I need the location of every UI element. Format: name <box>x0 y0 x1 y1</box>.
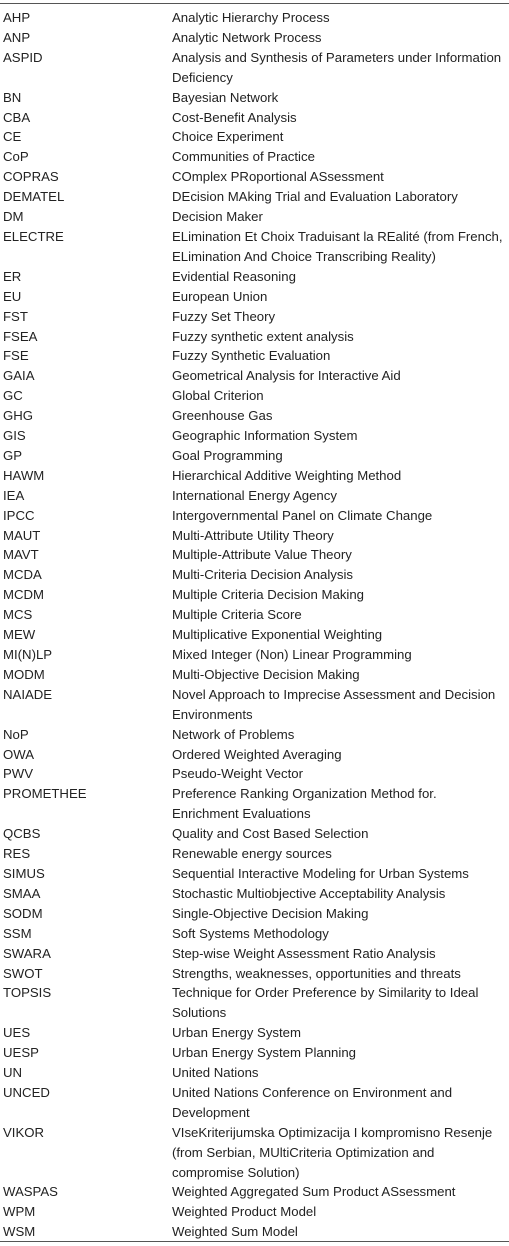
bottom-rule <box>0 1241 509 1242</box>
abbreviation-cell: ANP <box>3 29 31 45</box>
table-row <box>3 1123 506 1183</box>
table-row <box>3 1202 506 1222</box>
definition-cell: Fuzzy Set Theory <box>172 308 276 324</box>
table-row <box>3 884 506 904</box>
table-row <box>3 88 506 108</box>
table-row <box>3 346 506 366</box>
top-rule <box>0 3 509 4</box>
abbreviation-cell: FSEA <box>3 328 38 344</box>
table-row <box>3 486 506 506</box>
abbreviation-cell: NoP <box>3 726 29 742</box>
abbreviation-cell: UNCED <box>3 1084 50 1100</box>
table-row <box>3 28 506 48</box>
definition-cell: Decision Maker <box>172 209 263 225</box>
table-row <box>3 844 506 864</box>
definition-cell: Analytic Network Process <box>172 29 322 45</box>
abbreviation-cell: UN <box>3 1065 23 1081</box>
table-row <box>3 127 506 147</box>
definition-cell: Single-Objective Decision Making <box>172 905 369 921</box>
definition-cell: Pseudo-Weight Vector <box>172 766 303 782</box>
abbreviations-table <box>3 8 506 1242</box>
abbreviation-cell: MCS <box>3 607 33 623</box>
table-row <box>3 1023 506 1043</box>
table-row <box>3 585 506 605</box>
table-row <box>3 685 506 725</box>
abbreviation-cell: SIMUS <box>3 865 45 881</box>
table-row <box>3 964 506 984</box>
abbreviation-cell: IEA <box>3 487 25 503</box>
abbreviation-cell: RES <box>3 846 31 862</box>
abbreviation-cell: NAIADE <box>3 686 53 702</box>
definition-cell: Geographic Information System <box>172 428 358 444</box>
table-row <box>3 526 506 546</box>
table-row <box>3 745 506 765</box>
abbreviation-cell: QCBS <box>3 826 41 842</box>
definition-cell: Cost-Benefit Analysis <box>172 109 297 125</box>
table-row <box>3 784 506 824</box>
table-row <box>3 207 506 227</box>
abbreviation-cell: MAUT <box>3 527 41 543</box>
definition-cell: Hierarchical Additive Weighting Method <box>172 467 402 483</box>
abbreviation-cell: FST <box>3 308 28 324</box>
definition-cell: Goal Programming <box>172 447 283 463</box>
definition-cell: Greenhouse Gas <box>172 408 273 424</box>
abbreviation-cell: TOPSIS <box>3 985 52 1001</box>
definition-cell: DEcision MAking Trial and Evaluation Laboratory <box>172 189 458 205</box>
abbreviation-cell: GP <box>3 447 23 463</box>
definition-cell: Multiple Criteria Score <box>172 607 302 623</box>
abbreviation-cell: WPM <box>3 1204 36 1220</box>
abbreviation-cell: GAIA <box>3 368 35 384</box>
table-row <box>3 466 506 486</box>
definition-cell: Preference Ranking Organization Method for. Enrichment Evaluations <box>172 786 437 822</box>
abbreviation-cell: SSM <box>3 925 32 941</box>
abbreviation-cell: BN <box>3 89 22 105</box>
table-row <box>3 167 506 187</box>
abbreviation-cell: WASPAS <box>3 1184 58 1200</box>
definition-cell: Multi-Criteria Decision Analysis <box>172 567 354 583</box>
table-row <box>3 187 506 207</box>
definition-cell: Multiplicative Exponential Weighting <box>172 627 383 643</box>
abbreviation-cell: MCDA <box>3 567 42 583</box>
definition-cell: Bayesian Network <box>172 89 279 105</box>
abbreviation-cell: PWV <box>3 766 34 782</box>
abbreviation-cell: DEMATEL <box>3 189 65 205</box>
definition-cell: Weighted Aggregated Sum Product ASsessment <box>172 1184 456 1200</box>
definition-cell: Mixed Integer (Non) Linear Programming <box>172 647 412 662</box>
table-row <box>3 267 506 287</box>
definition-cell: Novel Approach to Imprecise Assessment and Decision Environments <box>172 686 496 722</box>
table-row <box>3 48 506 88</box>
table-row <box>3 864 506 884</box>
definition-cell: Analytic Hierarchy Process <box>172 10 330 25</box>
definition-cell: Geometrical Analysis for Interactive Aid <box>172 368 401 384</box>
abbreviation-cell: VIKOR <box>3 1124 45 1140</box>
table-row <box>3 1182 506 1202</box>
definition-cell: United Nations Conference on Environment and Development <box>172 1084 453 1120</box>
table-row <box>3 1222 506 1242</box>
definition-cell: European Union <box>172 288 268 304</box>
abbreviation-cell: GHG <box>3 408 34 424</box>
definition-cell: Global Criterion <box>172 388 264 404</box>
definition-cell: Weighted Product Model <box>172 1204 317 1220</box>
table-row <box>3 1043 506 1063</box>
abbreviation-cell: GC <box>3 388 23 404</box>
definition-cell: COmplex PRoportional ASsessment <box>172 169 384 185</box>
abbreviation-cell: DM <box>3 209 24 225</box>
abbreviation-cell: CBA <box>3 109 31 125</box>
abbreviation-cell: FSE <box>3 348 29 364</box>
table-row <box>3 426 506 446</box>
abbreviation-cell: SMAA <box>3 885 41 901</box>
definition-cell: ELimination Et Choix Traduisant la REalité (from French, ELimination And Choice Transcribing Reality) <box>172 228 503 264</box>
abbreviation-cell: MCDM <box>3 587 45 603</box>
table-row <box>3 287 506 307</box>
table-row <box>3 386 506 406</box>
table-row <box>3 824 506 844</box>
table-row <box>3 307 506 327</box>
abbreviation-cell: CoP <box>3 149 29 165</box>
table-row <box>3 725 506 745</box>
table-row <box>3 446 506 466</box>
abbreviation-cell: OWA <box>3 746 35 762</box>
definition-cell: Multi-Objective Decision Making <box>172 666 360 682</box>
definition-cell: Urban Energy System <box>172 1025 301 1041</box>
table-row <box>3 327 506 347</box>
definition-cell: Stochastic Multiobjective Acceptability Analysis <box>172 885 446 901</box>
definition-cell: International Energy Agency <box>172 487 337 503</box>
abbreviation-cell: ASPID <box>3 49 43 65</box>
definition-cell: Weighted Sum Model <box>172 1224 298 1240</box>
definition-cell: VIseKriterijumska Optimizacija I kompromisno Resenje (from Serbian, MUltiCriteria Optimization and compromise Solution) <box>172 1124 493 1180</box>
table-row <box>3 1083 506 1123</box>
abbreviation-cell: HAWM <box>3 467 45 483</box>
abbreviation-cell: MI(N)LP <box>3 647 53 662</box>
abbreviation-cell: WSM <box>3 1224 36 1240</box>
abbreviation-cell: UES <box>3 1025 31 1041</box>
abbreviation-cell: SWARA <box>3 945 51 961</box>
definition-cell: Analysis and Synthesis of Parameters under Information Deficiency <box>172 49 502 85</box>
table-row <box>3 406 506 426</box>
abbreviation-cell: ELECTRE <box>3 228 64 244</box>
abbreviation-cell: CE <box>3 129 22 145</box>
definition-cell: Network of Problems <box>172 726 295 742</box>
table-row <box>3 665 506 685</box>
definition-cell: Fuzzy synthetic extent analysis <box>172 328 354 344</box>
table-row <box>3 565 506 585</box>
table-row <box>3 147 506 167</box>
definition-cell: Multiple Criteria Decision Making <box>172 587 365 603</box>
abbreviation-cell: MEW <box>3 627 36 643</box>
definition-cell: Step-wise Weight Assessment Ratio Analysis <box>172 945 436 961</box>
definition-cell: Multi-Attribute Utility Theory <box>172 527 334 543</box>
abbreviation-cell: EU <box>3 288 22 304</box>
table-row <box>3 506 506 526</box>
definition-cell: Urban Energy System Planning <box>172 1045 356 1061</box>
abbreviation-cell: PROMETHEE <box>3 786 87 802</box>
abbreviation-cell: MAVT <box>3 547 39 563</box>
definition-cell: Fuzzy Synthetic Evaluation <box>172 348 331 364</box>
table-row <box>3 366 506 386</box>
abbreviation-cell: IPCC <box>3 507 35 523</box>
definition-cell: Renewable energy sources <box>172 846 332 862</box>
table-row <box>3 983 506 1023</box>
table-row <box>3 645 506 665</box>
abbreviation-cell: MODM <box>3 666 45 682</box>
abbreviation-cell: SODM <box>3 905 43 921</box>
abbreviation-cell: GIS <box>3 428 26 444</box>
abbreviation-cell: COPRAS <box>3 169 59 185</box>
table-row <box>3 108 506 128</box>
definition-cell: Ordered Weighted Averaging <box>172 746 342 762</box>
definition-cell: United Nations <box>172 1065 259 1081</box>
abbreviation-cell: SWOT <box>3 965 43 981</box>
definition-cell: Choice Experiment <box>172 129 284 145</box>
definition-cell: Strengths, weaknesses, opportunities and threats <box>172 965 461 981</box>
table-row <box>3 545 506 565</box>
abbreviation-cell: ER <box>3 268 22 284</box>
table-row <box>3 904 506 924</box>
abbreviation-cell: AHP <box>3 10 31 25</box>
definition-cell: Technique for Order Preference by Similarity to Ideal Solutions <box>172 985 479 1021</box>
definition-cell: Quality and Cost Based Selection <box>172 826 369 842</box>
definition-cell: Multiple-Attribute Value Theory <box>172 547 352 563</box>
table-row <box>3 605 506 625</box>
table-row <box>3 8 506 28</box>
abbreviation-cell: UESP <box>3 1045 39 1061</box>
table-row <box>3 924 506 944</box>
definition-cell: Soft Systems Methodology <box>172 925 329 941</box>
table-row <box>3 764 506 784</box>
definition-cell: Evidential Reasoning <box>172 268 296 284</box>
definition-cell: Sequential Interactive Modeling for Urban Systems <box>172 865 469 881</box>
definition-cell: Communities of Practice <box>172 149 315 165</box>
table-row <box>3 1063 506 1083</box>
table-row <box>3 625 506 645</box>
table-row <box>3 227 506 267</box>
table-row <box>3 944 506 964</box>
definition-cell: Intergovernmental Panel on Climate Change <box>172 507 433 523</box>
